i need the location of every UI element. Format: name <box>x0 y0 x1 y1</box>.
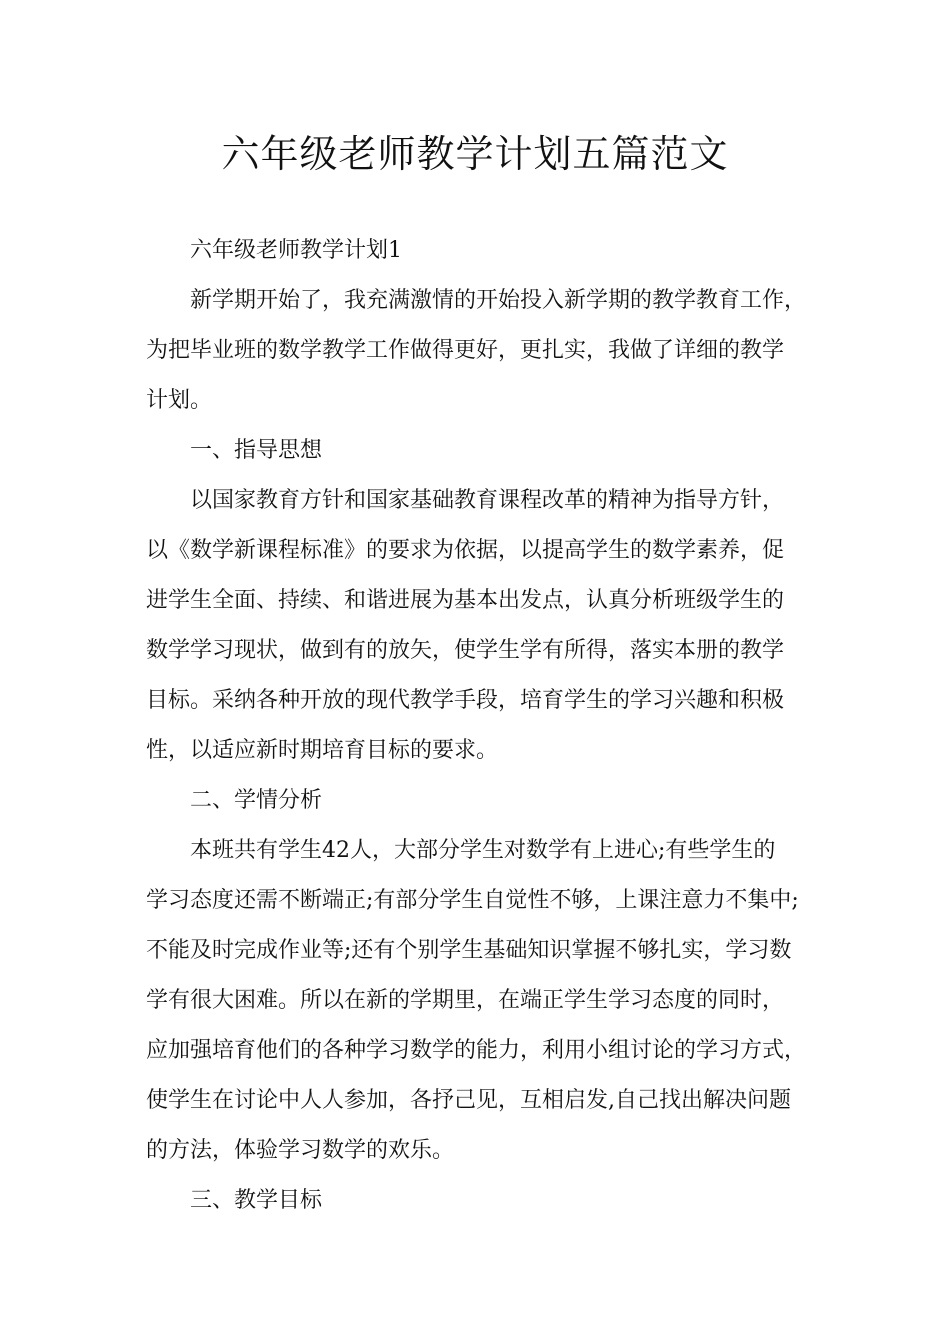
paragraph-line: 应加强培育他们的各种学习数学的能力，利用小组讨论的学习方式， <box>146 1038 807 1063</box>
paragraph-line: 以《数学新课程标准》的要求为依据，以提高学生的数学素养，促 <box>146 538 785 563</box>
paragraph-line: 性，以适应新时期培育目标的要求。 <box>146 738 499 763</box>
paragraph-line: 的方法，体验学习数学的欢乐。 <box>146 1138 455 1163</box>
paragraph-line: 进学生全面、持续、和谐进展为基本出发点，认真分析班级学生的 <box>146 588 785 613</box>
paragraph-line: 计划。 <box>146 388 213 413</box>
paragraph-line: 以国家教育方针和国家基础教育课程改革的精神为指导方针， <box>190 488 785 513</box>
section-heading-teaching-goals: 三、教学目标 <box>190 1188 323 1213</box>
document-title: 六年级老师教学计划五篇范文 <box>221 132 729 176</box>
paragraph-line: 目标。采纳各种开放的现代教学手段，培育学生的学习兴趣和积极 <box>146 688 785 713</box>
paragraph-line: 学习态度还需不断端正;有部分学生自觉性不够，上课注意力不集中; <box>146 888 799 913</box>
paragraph-line: 学有很大困难。所以在新的学期里，在端正学生学习态度的同时， <box>146 988 785 1013</box>
section-heading-plan-1: 六年级老师教学计划1 <box>190 238 402 263</box>
paragraph-line: 新学期开始了，我充满激情的开始投入新学期的教学教育工作， <box>190 288 807 313</box>
paragraph-line: 为把毕业班的数学教学工作做得更好，更扎实，我做了详细的教学 <box>146 338 785 363</box>
paragraph-line: 使学生在讨论中人人参加，各抒己见，互相启发,自己找出解决问题 <box>146 1088 791 1113</box>
paragraph-line: 不能及时完成作业等;还有个别学生基础知识掌握不够扎实，学习数 <box>146 938 792 963</box>
section-heading-student-analysis: 二、学情分析 <box>190 788 323 813</box>
paragraph-line: 数学学习现状，做到有的放矢，使学生学有所得，落实本册的教学 <box>146 638 785 663</box>
section-heading-guiding-thought: 一、指导思想 <box>190 438 323 463</box>
paragraph-line: 本班共有学生42人，大部分学生对数学有上进心;有些学生的 <box>190 838 776 863</box>
